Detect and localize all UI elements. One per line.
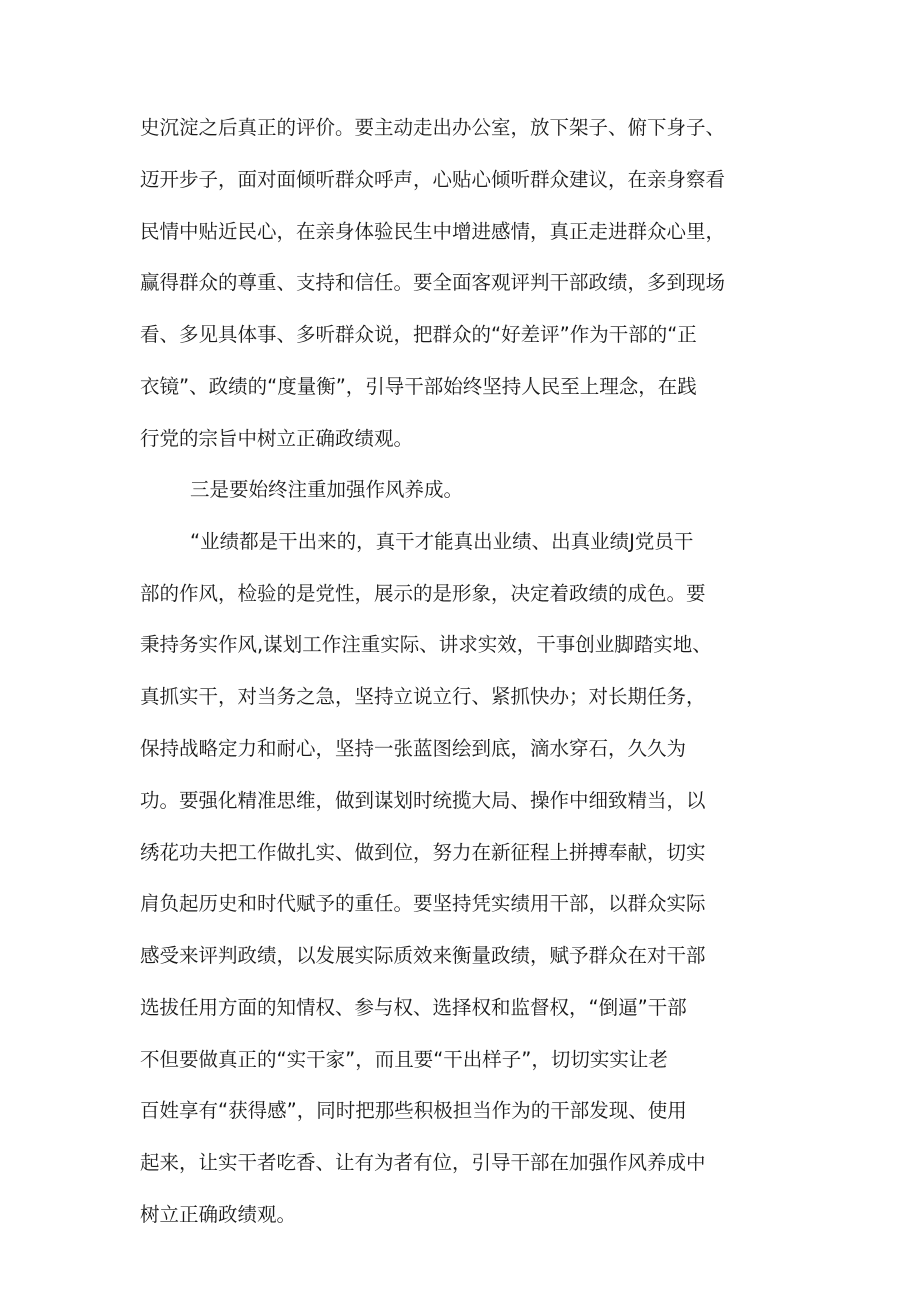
text-line: 衣镜”、政绩的“度量衡”，引导干部始终坚持人民至上理念，在践 <box>140 375 697 398</box>
text-line: 百姓享有“获得感”，同时把那些积极担当作为的干部发现、使用 <box>140 1099 687 1122</box>
text-line: 部的作风，检验的是党性，展示的是形象，决定着政绩的成色。要 <box>140 582 706 605</box>
text-line: 绣花功夫把工作做扎实、做到位，努力在新征程上拼搏奉献，切实 <box>140 841 706 864</box>
text-line: 秉持务实作风,谋划工作注重实际、讲求实效，干事创业脚踏实地、 <box>140 633 712 656</box>
text-line: 树立正确政绩观。 <box>140 1203 297 1226</box>
text-line: 保持战略定力和耐心，坚持一张蓝图绘到底，滴水穿石，久久为 <box>140 737 687 760</box>
text-line: 看、多见具体事、多听群众说，把群众的“好差评”作为干部的“正 <box>140 323 697 346</box>
text-line: 真抓实干，对当务之急，坚持立说立行、紧抓快办；对长期任务， <box>140 685 706 708</box>
text-line: 选拔任用方面的知情权、参与权、选择权和监督权，“倒逼”干部 <box>140 996 687 1019</box>
text-line: 史沉淀之后真正的评价。要主动走出办公室，放下架子、俯下身子、 <box>140 116 726 139</box>
text-line: 起来，让实干者吃香、让有为者有位，引导干部在加强作风养成中 <box>140 1151 706 1174</box>
text-line: 行党的宗旨中树立正确政绩观。 <box>140 427 414 450</box>
text-line: 赢得群众的尊重、支持和信任。要全面客观评判干部政绩，多到现场 <box>140 271 726 294</box>
text-line: “业绩都是干出来的，真干才能真出业绩、出真业绩J党员干 <box>190 530 694 553</box>
text-line: 民情中贴近民心，在亲身体验民生中增进感情，真正走进群众心里， <box>140 220 726 243</box>
text-line: 功。要强化精准思维，做到谋划时统揽大局、操作中细致精当，以 <box>140 789 706 812</box>
text-line: 感受来评判政绩，以发展实际质效来衡量政绩，赋予群众在对干部 <box>140 944 706 967</box>
text-line: 迈开步子，面对面倾听群众呼声，心贴心倾听群众建议，在亲身察看 <box>140 168 726 191</box>
section-heading: 三是要始终注重加强作风养成。 <box>190 478 464 501</box>
text-line: 肩负起历史和时代赋予的重任。要坚持凭实绩用干部，以群众实际 <box>140 892 706 915</box>
text-line: 不但要做真正的“实干家”，而且要“干出样子”，切切实实让老 <box>140 1048 668 1071</box>
